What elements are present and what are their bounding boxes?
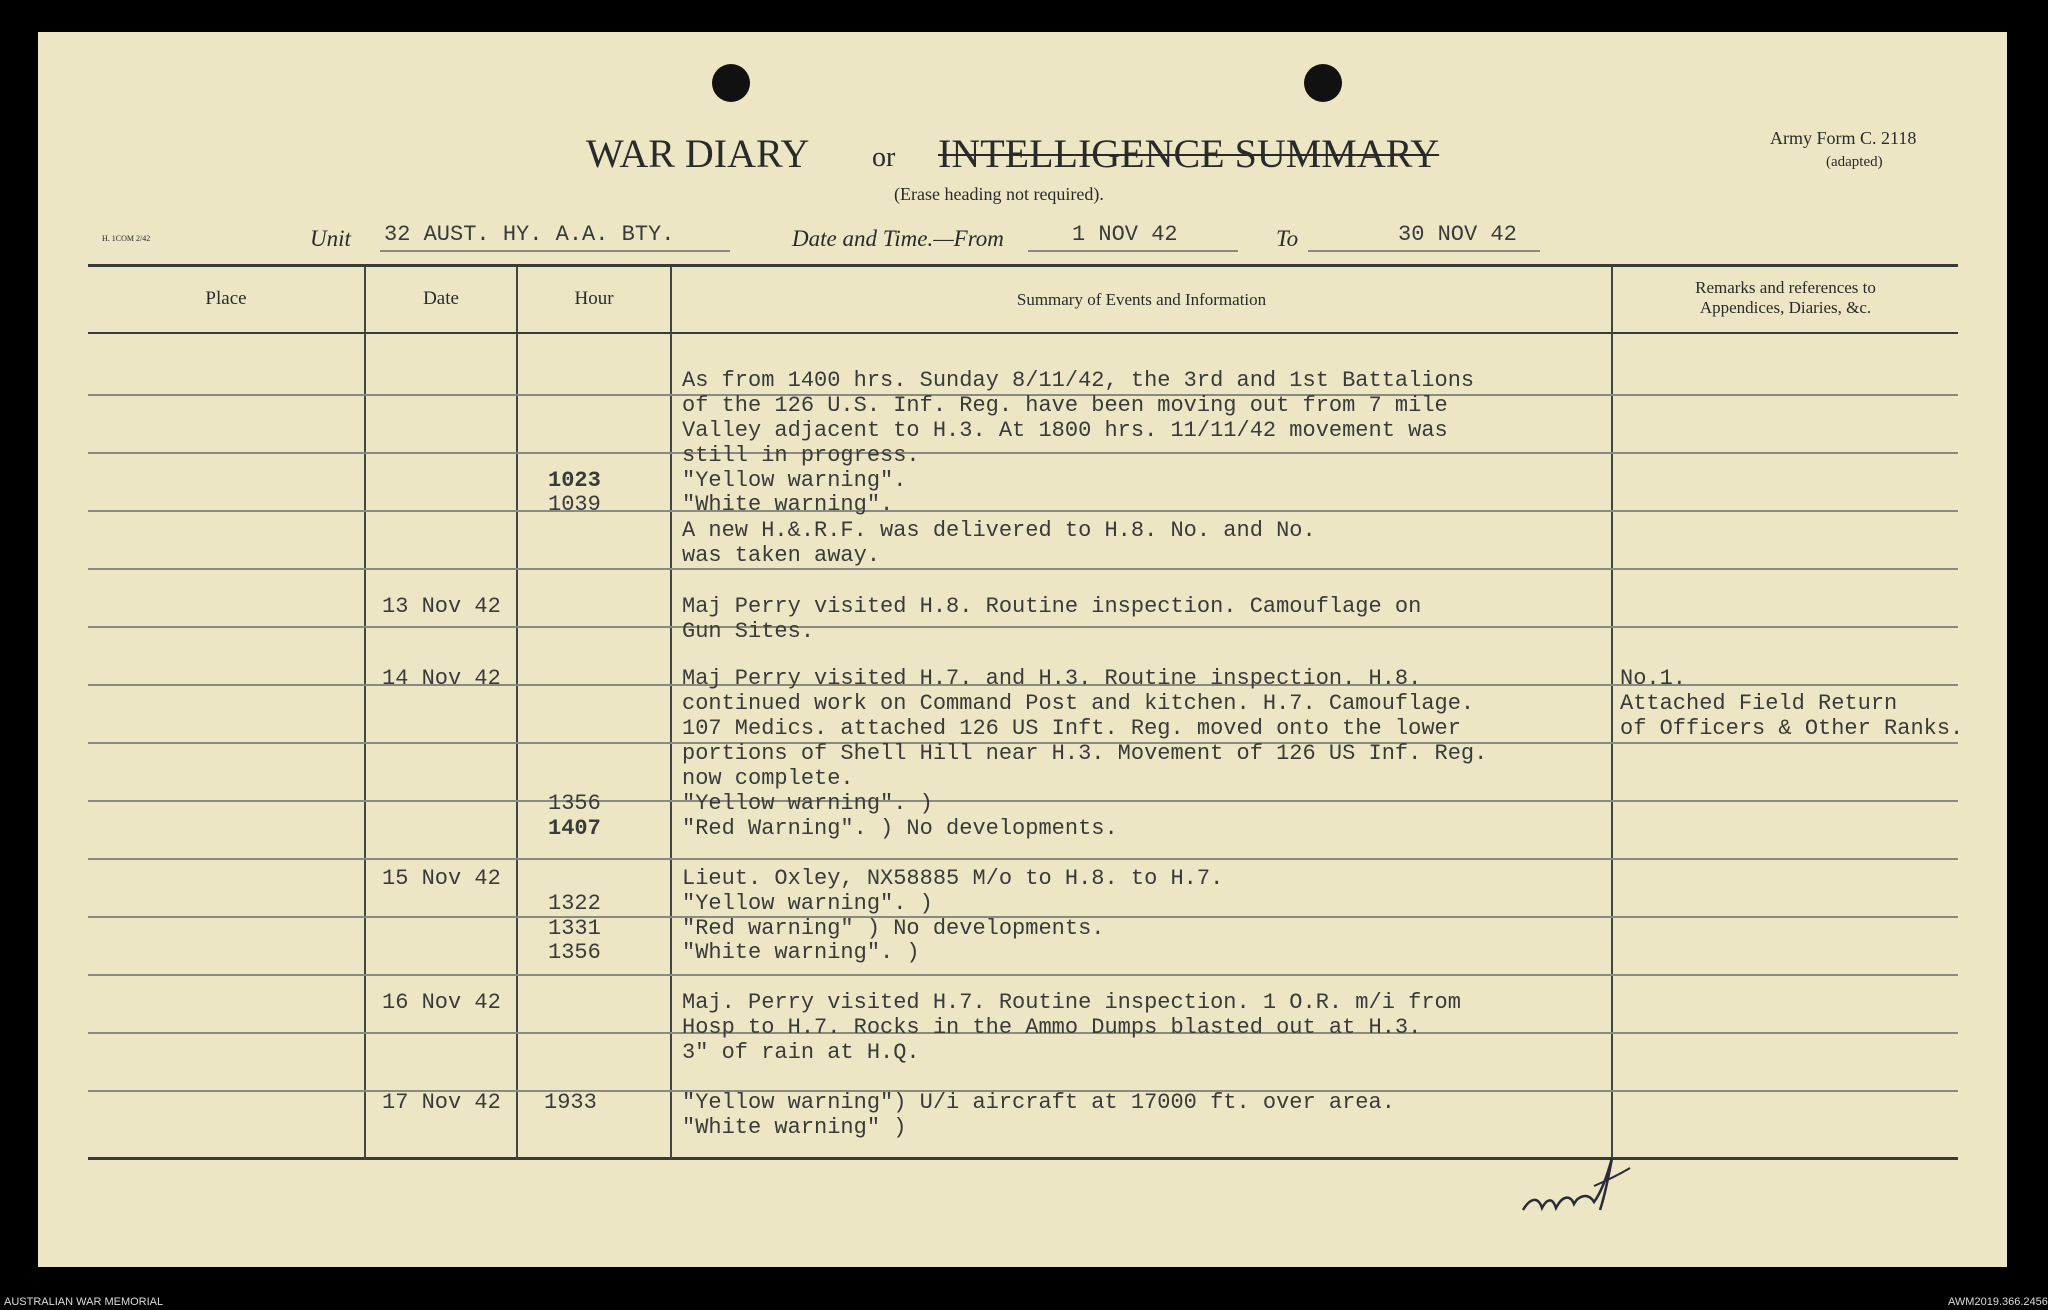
army-form-label: Army Form C. 2118 bbox=[1770, 128, 1917, 148]
col-divider-hour bbox=[670, 266, 672, 1159]
summary-line: "Red Warning". ) No developments. bbox=[682, 816, 1118, 841]
summary-line: "White warning" ) bbox=[682, 1115, 907, 1140]
ruled-line bbox=[88, 568, 1958, 570]
table-top-border bbox=[88, 264, 1958, 267]
date-to-underline bbox=[1308, 250, 1540, 252]
summary-line: "Yellow warning") U/i aircraft at 17000 ft. over area. bbox=[682, 1090, 1395, 1115]
date-from-label: Date and Time.—From bbox=[792, 226, 1004, 251]
col-header-remarks-line1: Remarks and references to bbox=[1695, 278, 1876, 297]
summary-line: "Yellow warning". ) bbox=[682, 791, 933, 816]
adapted-label: (adapted) bbox=[1826, 154, 1883, 170]
hour-cell: 1039 bbox=[548, 492, 601, 517]
date-cell: 17 Nov 42 bbox=[382, 1090, 501, 1115]
title-war-diary: WAR DIARY bbox=[586, 131, 810, 176]
col-divider-summary bbox=[1611, 266, 1613, 1159]
date-cell: 14 Nov 42 bbox=[382, 666, 501, 691]
col-header-hour: Hour bbox=[574, 288, 614, 309]
summary-line: was taken away. bbox=[682, 543, 881, 568]
hour-cell: 1933 bbox=[544, 1090, 597, 1115]
footer-reference: AWM2019.366.2456 bbox=[1948, 1296, 2048, 1308]
summary-line: Hosp to H.7. Rocks in the Ammo Dumps blasted out at H.3. bbox=[682, 1015, 1422, 1040]
summary-line: Maj. Perry visited H.7. Routine inspection. 1 O.R. m/i from bbox=[682, 990, 1461, 1015]
summary-line: Gun Sites. bbox=[682, 619, 815, 644]
summary-line: A new H.&.R.F. was delivered to H.8. No. and No. bbox=[682, 518, 1316, 543]
summary-line: Valley adjacent to H.3. At 1800 hrs. 11/11/42 movement was bbox=[682, 418, 1448, 443]
table-header-border bbox=[88, 332, 1958, 334]
to-label: To bbox=[1276, 226, 1299, 251]
hour-cell: 1407 bbox=[548, 816, 601, 841]
col-header-summary: Summary of Events and Information bbox=[1016, 290, 1267, 309]
summary-line: of the 126 U.S. Inf. Reg. have been moving out from 7 mile bbox=[682, 393, 1448, 418]
unit-label: Unit bbox=[310, 226, 351, 251]
col-divider-date bbox=[516, 266, 518, 1159]
summary-line: "Yellow warning". bbox=[682, 468, 907, 493]
ruled-line bbox=[88, 800, 1958, 802]
summary-line: Maj Perry visited H.8. Routine inspection. Camouflage on bbox=[682, 594, 1422, 619]
title-or: or bbox=[872, 142, 896, 173]
summary-line: "White warning". bbox=[682, 492, 894, 517]
hour-cell: 1356 bbox=[548, 940, 601, 965]
punch-hole-left bbox=[712, 64, 750, 102]
ruled-line bbox=[88, 858, 1958, 860]
col-divider-place bbox=[364, 266, 366, 1159]
col-header-remarks-line2: Appendices, Diaries, &c. bbox=[1699, 298, 1872, 317]
unit-value: 32 AUST. HY. A.A. BTY. bbox=[384, 222, 675, 247]
hour-cell: 1322 bbox=[548, 891, 601, 916]
remarks-cell: Attached Field Return bbox=[1620, 691, 1898, 716]
summary-line: portions of Shell Hill near H.3. Movement of 126 US Inf. Reg. bbox=[682, 741, 1488, 766]
ruled-line bbox=[88, 510, 1958, 512]
summary-line: now complete. bbox=[682, 766, 854, 791]
date-to-value: 30 NOV 42 bbox=[1398, 222, 1517, 247]
footer-institution: AUSTRALIAN WAR MEMORIAL bbox=[4, 1296, 164, 1308]
hour-cell: 1023 bbox=[548, 468, 601, 493]
date-cell: 16 Nov 42 bbox=[382, 990, 501, 1015]
summary-line: 107 Medics. attached 126 US Inft. Reg. moved onto the lower bbox=[682, 716, 1461, 741]
table-bottom-border bbox=[88, 1157, 1958, 1160]
date-cell: 13 Nov 42 bbox=[382, 594, 501, 619]
date-from-underline bbox=[1028, 250, 1238, 252]
summary-line: 3" of rain at H.Q. bbox=[682, 1040, 920, 1065]
col-header-place: Place bbox=[205, 288, 247, 309]
ruled-line bbox=[88, 452, 1958, 454]
handwritten-initials bbox=[1508, 1140, 1668, 1230]
col-header-date: Date bbox=[423, 288, 459, 309]
remarks-cell: No.1. bbox=[1620, 666, 1687, 691]
summary-line: "White warning". ) bbox=[682, 940, 920, 965]
title-intelligence-summary: INTELLIGENCE SUMMARY bbox=[938, 131, 1440, 176]
ruled-line bbox=[88, 974, 1958, 976]
summary-line: As from 1400 hrs. Sunday 8/11/42, the 3rd and 1st Battalions bbox=[682, 368, 1475, 393]
summary-line: "Yellow warning". ) bbox=[682, 891, 933, 916]
date-cell: 15 Nov 42 bbox=[382, 866, 501, 891]
summary-line: "Red warning" ) No developments. bbox=[682, 916, 1105, 941]
summary-line: Lieut. Oxley, NX58885 M/o to H.8. to H.7. bbox=[682, 866, 1224, 891]
erase-note: (Erase heading not required). bbox=[894, 184, 1104, 204]
punch-hole-right bbox=[1304, 64, 1342, 102]
hour-cell: 1331 bbox=[548, 916, 601, 941]
remarks-cell: of Officers & Other Ranks. bbox=[1620, 716, 1964, 741]
diary-sheet bbox=[38, 32, 2007, 1267]
hour-cell: 1356 bbox=[548, 791, 601, 816]
summary-line: Maj Perry visited H.7. and H.3. Routine inspection. H.8. bbox=[682, 666, 1422, 691]
summary-line: still in progress. bbox=[682, 443, 920, 468]
unit-underline bbox=[380, 250, 730, 252]
form-code: H. 1COM 2/42 bbox=[102, 234, 151, 243]
ruled-line bbox=[88, 626, 1958, 628]
summary-line: continued work on Command Post and kitchen. H.7. Camouflage. bbox=[682, 691, 1475, 716]
date-from-value: 1 NOV 42 bbox=[1072, 222, 1178, 247]
